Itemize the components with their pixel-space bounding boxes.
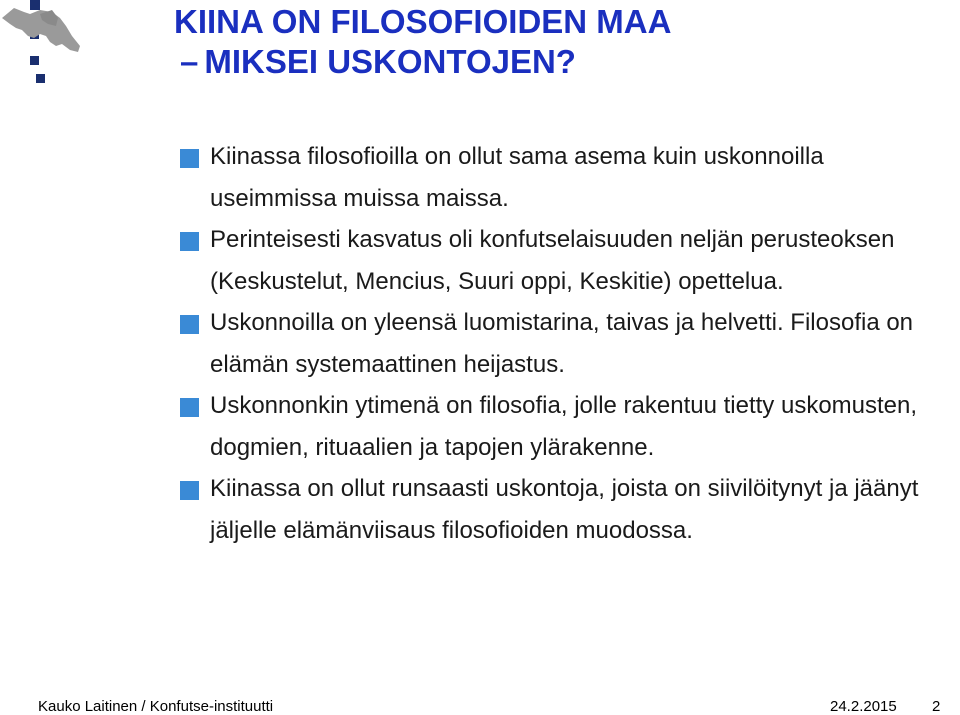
slide-title <box>174 2 671 82</box>
bullet-item <box>180 219 950 302</box>
bullet-text: Kiinassa filosofioilla on ollut sama asema kuin uskonnoilla useimmissa muissa maissa. <box>210 143 824 212</box>
title-line-1: KIINA ON FILOSOFIOIDEN MAA <box>174 3 672 40</box>
bullet-item <box>180 302 950 385</box>
page-number: 2 <box>932 698 941 715</box>
square-bullet-icon <box>180 481 199 500</box>
title-line-2 <box>174 42 671 82</box>
square-bullet-icon <box>180 149 199 168</box>
square-bullet-icon <box>180 398 199 417</box>
footer-author: Kauko Laitinen / Konfutse-instituutti <box>38 698 274 715</box>
square-bullet-icon <box>180 232 199 251</box>
title-line-2-text: MIKSEI USKONTOJEN? <box>204 43 576 80</box>
bullet-item <box>180 385 950 468</box>
bullet-text: Uskonnoilla on yleensä luomistarina, taivas ja helvetti. Filosofia on elämän systemaattinen heijastus. <box>210 309 914 378</box>
bullet-item <box>180 136 950 219</box>
university-logo-icon <box>0 0 86 86</box>
title-dash: – <box>180 43 197 80</box>
bullet-text: Uskonnonkin ytimenä on filosofia, jolle rakentuu tietty uskomusten, dogmien, rituaalien ja tapojen ylärakenne. <box>210 392 918 461</box>
bullet-item <box>180 468 950 551</box>
bullet-text: Kiinassa on ollut runsaasti uskontoja, joista on siivilöitynyt ja jäänyt jäljelle elämänviisaus filosofioiden muodossa. <box>210 475 919 544</box>
square-bullet-icon <box>180 315 199 334</box>
footer-date: 24.2.2015 <box>830 698 897 715</box>
bullet-text: Perinteisesti kasvatus oli konfutselaisuuden neljän perusteoksen (Keskustelut, Mencius, Suuri oppi, Keskitie) opettelua. <box>210 226 895 295</box>
bullet-list <box>180 136 950 551</box>
